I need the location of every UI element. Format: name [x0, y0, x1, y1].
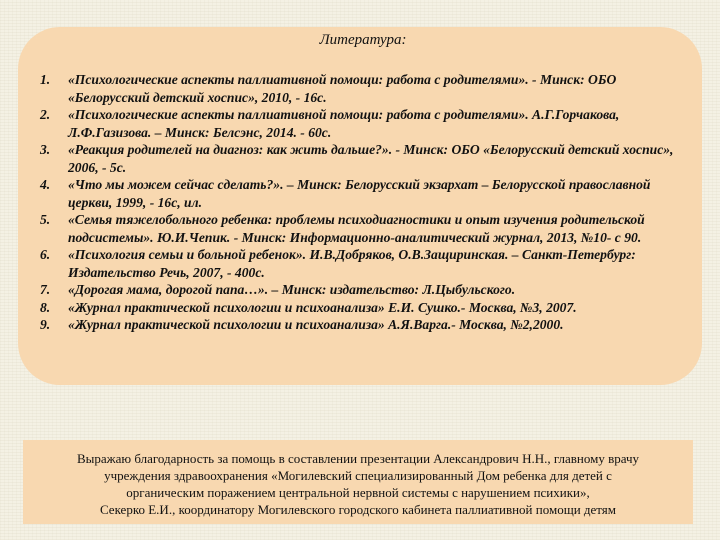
acknowledgement-line: органическим поражением центральной нервной системы с нарушением психики»,: [126, 485, 590, 500]
reference-item: [40, 299, 686, 317]
reference-item: [40, 281, 686, 299]
reference-text: «Психологические аспекты паллиативной помощи: работа с родителями». А.Г.Горчакова, Л.Ф.Газизова. – Минск: Белсэнс, 2014. - 60с.: [68, 107, 620, 140]
reference-number: 7.: [40, 282, 51, 297]
reference-text: «Что мы можем сейчас сделать?». – Минск: Белорусский экзархат – Белорусской православной церкви, 1999, - 16с, ил.: [68, 177, 651, 210]
reference-item: [40, 106, 686, 141]
reference-item: [40, 141, 686, 176]
reference-number: 3.: [40, 142, 51, 157]
reference-number: 2.: [40, 107, 51, 122]
reference-text: «Психология семьи и больной ребенок». И.В.Добряков, О.В.Защиринская. – Санкт-Петербург: Издательство Речь, 2007, - 400с.: [68, 247, 636, 280]
literature-panel: [18, 27, 702, 385]
reference-number: 9.: [40, 317, 51, 332]
reference-text: «Реакция родителей на диагноз: как жить дальше?». - Минск: ОБО «Белорусский детский хоспис», 2006, - 5с.: [68, 142, 674, 175]
reference-number: 5.: [40, 212, 51, 227]
reference-item: [40, 246, 686, 281]
reference-list: [40, 71, 686, 334]
reference-text: «Дорогая мама, дорогой папа…». – Минск: издательство: Л.Цыбульского.: [68, 282, 516, 297]
reference-number: 1.: [40, 72, 51, 87]
reference-number: 8.: [40, 299, 51, 315]
acknowledgement-line: Секерко Е.И., координатору Могилевского городского кабинета паллиативной помощи детям: [99, 502, 617, 517]
reference-number: 4.: [40, 177, 51, 192]
reference-text: «Семья тяжелобольного ребенка: проблемы психодиагностики и опыт изучения родительской подсистемы». Ю.И.Чепик. - Минск: Информационно-аналитический журнал, 2013, №10- с 90.: [68, 212, 645, 245]
acknowledgement-line: учреждения здравоохранения «Могилевский специализированный Дом ребенка для детей с: [104, 468, 612, 483]
literature-title: Литература:: [319, 32, 407, 48]
reference-text: «Психологические аспекты паллиативной помощи: работа с родителями». - Минск: ОБО «Белорусский детский хоспис», 2010, - 16с.: [68, 72, 617, 105]
reference-text: «Журнал практической психологии и психоанализа» А.Я.Варга.- Москва, №2,2000.: [68, 317, 564, 332]
reference-item: [40, 316, 686, 334]
acknowledgement-line: Выражаю благодарность за помощь в составлении презентации Александрович Н.Н., главному врачу: [76, 451, 640, 466]
reference-text: «Журнал практической психологии и психоанализа» Е.И. Сушко.- Москва, №3, 2007.: [68, 299, 577, 315]
reference-number: 6.: [40, 247, 51, 262]
reference-item: [40, 71, 686, 106]
reference-item: [40, 176, 686, 211]
reference-item: [40, 211, 686, 246]
acknowledgement-panel: [23, 440, 693, 524]
